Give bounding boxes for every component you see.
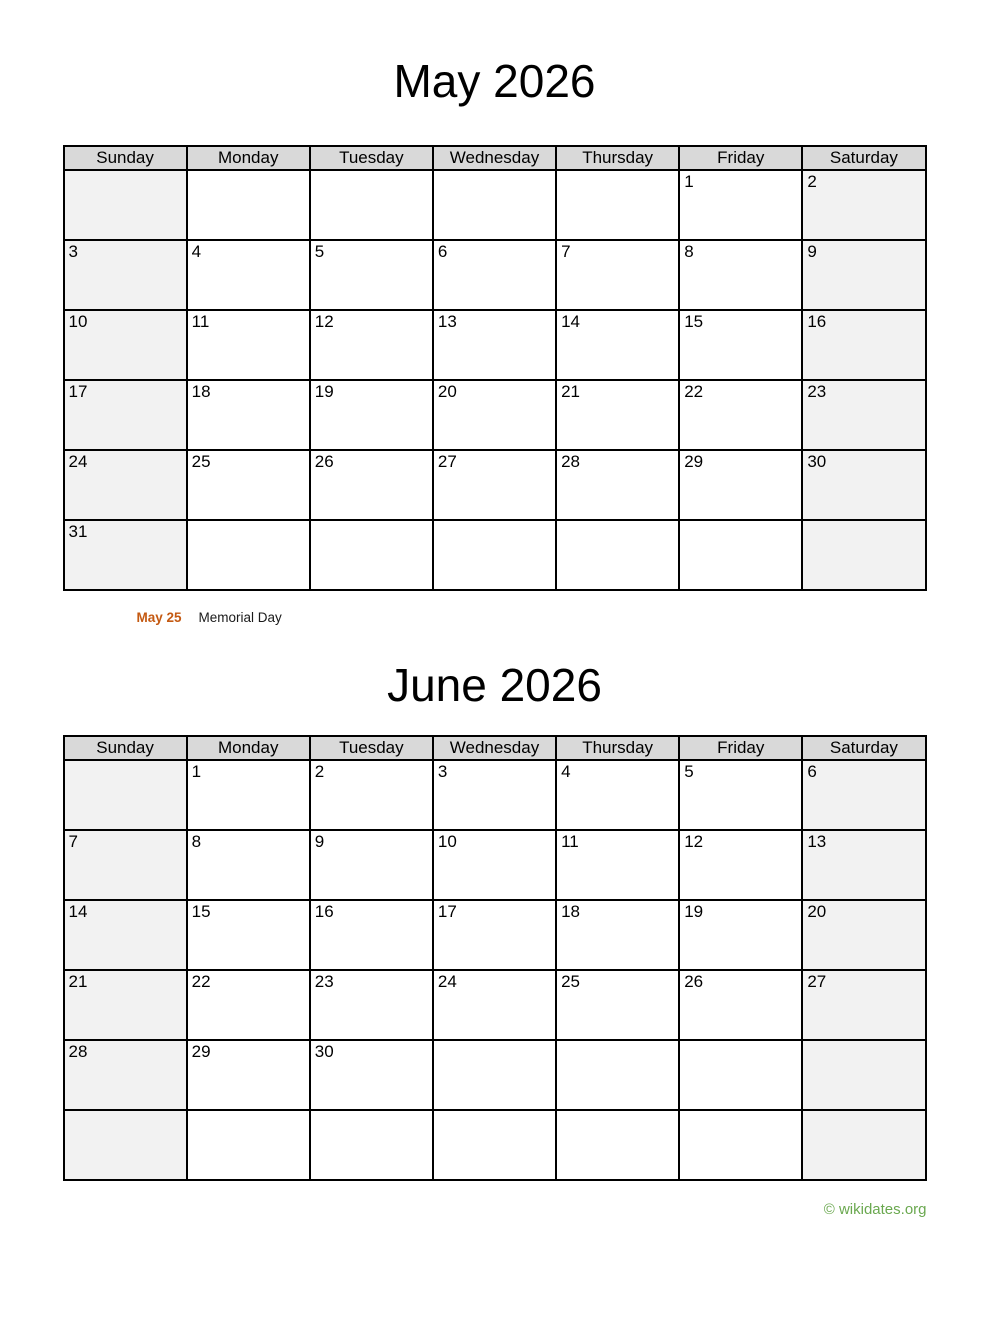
june-week-row-6 [64, 1110, 926, 1180]
day-cell: 1 [187, 760, 310, 830]
day-cell: 28 [556, 450, 679, 520]
holiday-date: May 25 [136, 610, 182, 626]
weekday-header-thursday: Thursday [556, 146, 679, 170]
day-cell [556, 1110, 679, 1180]
day-cell: 13 [802, 830, 925, 900]
june-week-row-3 [64, 900, 926, 970]
day-cell: 19 [679, 900, 802, 970]
weekday-header-wednesday: Wednesday [433, 736, 556, 760]
may-title: May 2026 [393, 55, 596, 107]
day-cell: 20 [433, 380, 556, 450]
day-cell [556, 170, 679, 240]
day-cell: 30 [310, 1040, 433, 1110]
day-cell: 9 [310, 830, 433, 900]
day-cell: 29 [679, 450, 802, 520]
day-cell: 17 [64, 380, 187, 450]
day-cell: 5 [310, 240, 433, 310]
day-cell: 18 [556, 900, 679, 970]
day-cell [802, 520, 925, 590]
weekday-header-sunday: Sunday [64, 736, 187, 760]
day-cell: 20 [802, 900, 925, 970]
day-cell: 6 [802, 760, 925, 830]
day-cell [310, 1110, 433, 1180]
holiday-name: Memorial Day [198, 610, 282, 626]
day-cell [802, 1040, 925, 1110]
calendar-page [63, 54, 927, 1218]
day-cell: 24 [64, 450, 187, 520]
day-cell: 16 [802, 310, 925, 380]
day-cell: 26 [310, 450, 433, 520]
day-cell: 16 [310, 900, 433, 970]
day-cell: 26 [679, 970, 802, 1040]
day-cell: 30 [802, 450, 925, 520]
day-cell: 22 [187, 970, 310, 1040]
may-week-row-5 [64, 450, 926, 520]
day-cell: 21 [64, 970, 187, 1040]
day-cell: 7 [64, 830, 187, 900]
day-cell: 15 [187, 900, 310, 970]
day-cell: 12 [310, 310, 433, 380]
may-calendar [63, 145, 927, 591]
may-week-row-1 [64, 170, 926, 240]
day-cell: 14 [64, 900, 187, 970]
weekday-header-monday: Monday [187, 736, 310, 760]
day-cell: 5 [679, 760, 802, 830]
weekday-header-friday: Friday [679, 736, 802, 760]
day-cell [64, 170, 187, 240]
day-cell: 3 [433, 760, 556, 830]
day-cell: 7 [556, 240, 679, 310]
weekday-header-thursday: Thursday [556, 736, 679, 760]
may-week-row-3 [64, 310, 926, 380]
day-cell: 15 [679, 310, 802, 380]
weekday-header-wednesday: Wednesday [433, 146, 556, 170]
day-cell: 23 [802, 380, 925, 450]
day-cell [187, 520, 310, 590]
day-cell [64, 760, 187, 830]
day-cell: 2 [310, 760, 433, 830]
may-weekday-header-row [64, 146, 926, 170]
may-week-row-2 [64, 240, 926, 310]
day-cell: 29 [187, 1040, 310, 1110]
weekday-header-friday: Friday [679, 146, 802, 170]
june-title: June 2026 [387, 659, 602, 712]
day-cell: 17 [433, 900, 556, 970]
day-cell: 18 [187, 380, 310, 450]
day-cell [679, 1110, 802, 1180]
day-cell: 8 [187, 830, 310, 900]
weekday-header-tuesday: Tuesday [310, 736, 433, 760]
day-cell: 1 [679, 170, 802, 240]
weekday-header-sunday: Sunday [64, 146, 187, 170]
june-calendar [63, 735, 927, 1181]
day-cell [64, 1110, 187, 1180]
day-cell: 24 [433, 970, 556, 1040]
day-cell [433, 170, 556, 240]
day-cell [679, 520, 802, 590]
june-week-row-4 [64, 970, 926, 1040]
day-cell: 27 [433, 450, 556, 520]
day-cell: 27 [802, 970, 925, 1040]
day-cell: 21 [556, 380, 679, 450]
day-cell [679, 1040, 802, 1110]
page-footer [63, 1201, 927, 1218]
day-cell [556, 520, 679, 590]
weekday-header-saturday: Saturday [802, 146, 925, 170]
day-cell: 11 [556, 830, 679, 900]
wikidates-link[interactable]: © wikidates.org [823, 1201, 927, 1219]
day-cell [802, 1110, 925, 1180]
day-cell [556, 1040, 679, 1110]
day-cell: 9 [802, 240, 925, 310]
june-week-row-2 [64, 830, 926, 900]
weekday-header-monday: Monday [187, 146, 310, 170]
june-weekday-header-row [64, 736, 926, 760]
day-cell: 13 [433, 310, 556, 380]
day-cell [433, 1110, 556, 1180]
day-cell: 28 [64, 1040, 187, 1110]
day-cell: 23 [310, 970, 433, 1040]
day-cell [433, 1040, 556, 1110]
june-week-row-1 [64, 760, 926, 830]
holiday-note [137, 610, 927, 627]
june-week-row-5 [64, 1040, 926, 1110]
day-cell: 3 [64, 240, 187, 310]
day-cell: 4 [187, 240, 310, 310]
day-cell: 14 [556, 310, 679, 380]
day-cell [187, 1110, 310, 1180]
day-cell: 25 [556, 970, 679, 1040]
day-cell: 10 [433, 830, 556, 900]
day-cell [310, 520, 433, 590]
day-cell: 11 [187, 310, 310, 380]
may-week-row-6 [64, 520, 926, 590]
day-cell: 31 [64, 520, 187, 590]
day-cell: 22 [679, 380, 802, 450]
day-cell: 25 [187, 450, 310, 520]
day-cell [310, 170, 433, 240]
day-cell: 4 [556, 760, 679, 830]
day-cell: 6 [433, 240, 556, 310]
day-cell: 8 [679, 240, 802, 310]
may-week-row-4 [64, 380, 926, 450]
day-cell: 2 [802, 170, 925, 240]
day-cell: 10 [64, 310, 187, 380]
day-cell: 12 [679, 830, 802, 900]
day-cell [187, 170, 310, 240]
weekday-header-tuesday: Tuesday [310, 146, 433, 170]
day-cell: 19 [310, 380, 433, 450]
day-cell [433, 520, 556, 590]
weekday-header-saturday: Saturday [802, 736, 925, 760]
